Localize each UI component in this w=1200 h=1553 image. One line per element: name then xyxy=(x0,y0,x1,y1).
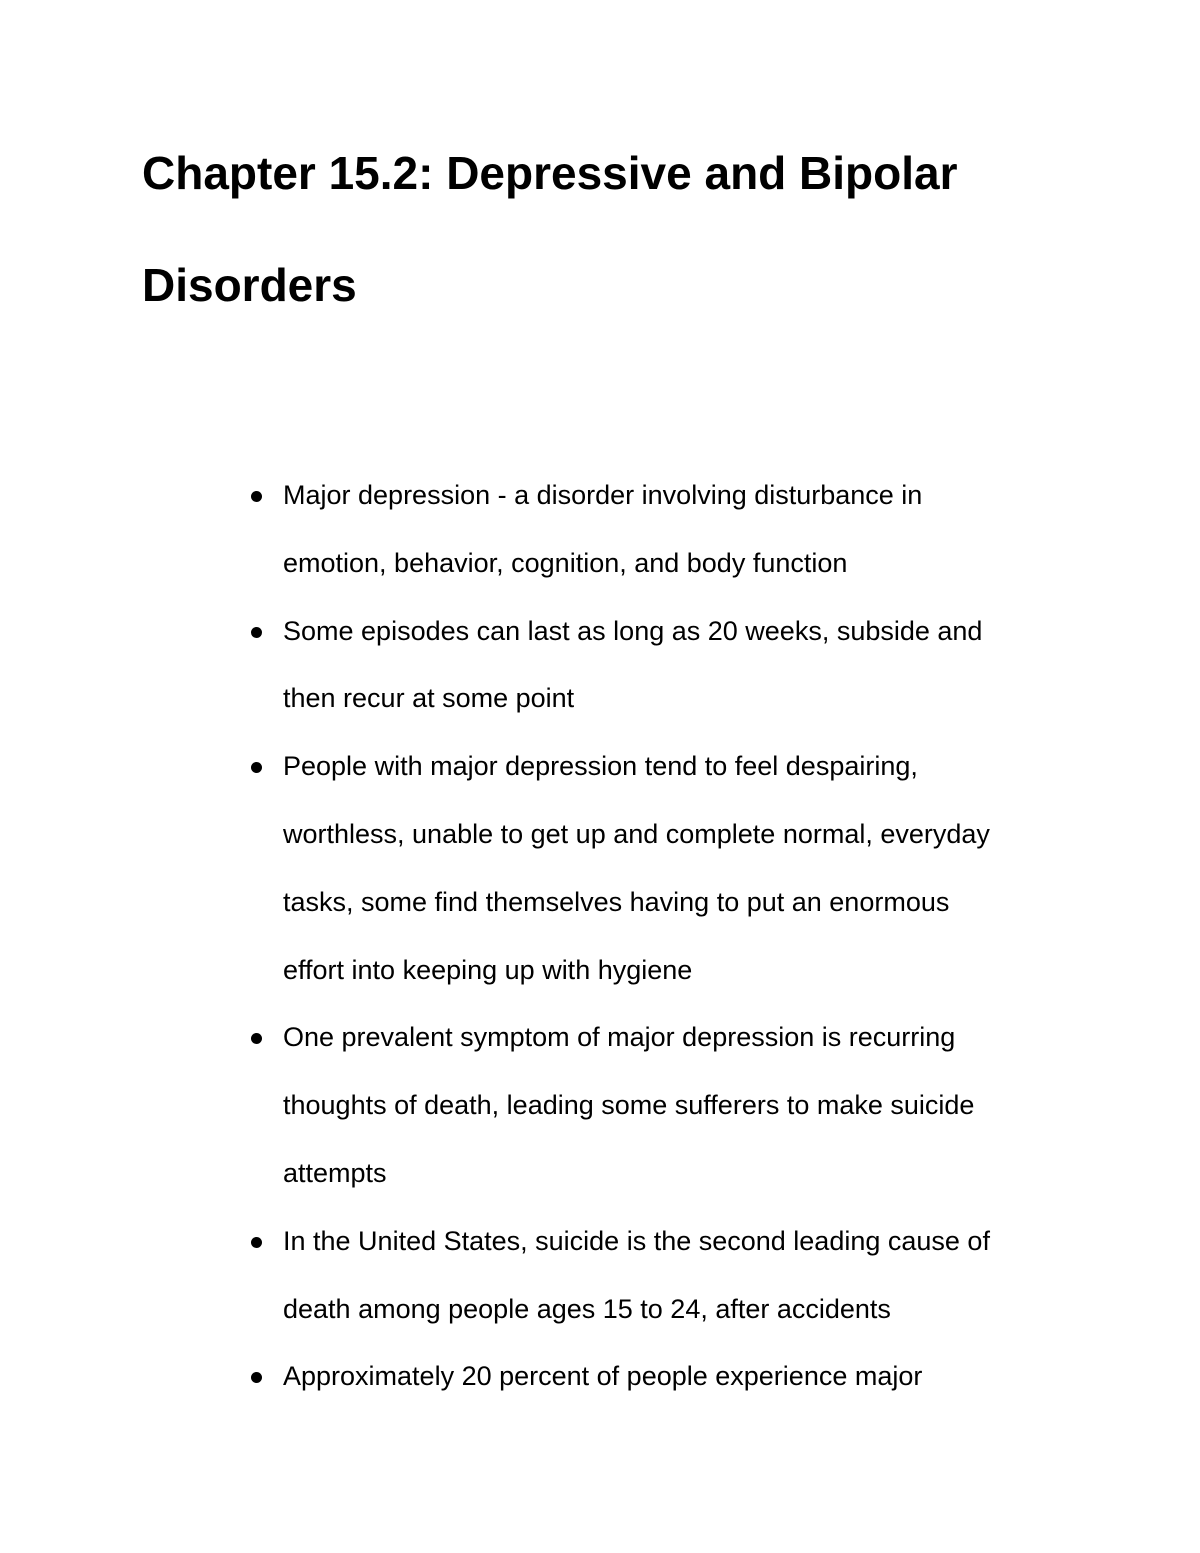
bullet-dot-icon xyxy=(251,627,262,638)
page-title-line: Disorders xyxy=(142,259,357,311)
page-title xyxy=(142,139,1102,363)
list-item-text: tasks, some find themselves having to put an enormous xyxy=(283,886,950,917)
list-item-text: Approximately 20 percent of people experience major xyxy=(283,1361,923,1392)
bullet-dot-icon xyxy=(251,491,262,502)
list-item-text: People with major depression tend to feel despairing, xyxy=(283,751,918,782)
bullet-dot-icon xyxy=(251,1033,262,1044)
list-item-text: Some episodes can last as long as 20 weeks, subside and xyxy=(283,615,983,646)
bullet-dot-icon xyxy=(251,1372,262,1383)
list-item-text: death among people ages 15 to 24, after accidents xyxy=(283,1293,891,1324)
list-item-text: attempts xyxy=(283,1158,387,1188)
page-title-line: Chapter 15.2: Depressive and Bipolar xyxy=(142,147,958,199)
list-item-text: thoughts of death, leading some sufferers to make suicide xyxy=(283,1090,975,1121)
list-item-text: In the United States, suicide is the second leading cause of xyxy=(283,1225,990,1256)
list-item-text: One prevalent symptom of major depression is recurring xyxy=(283,1022,956,1053)
list-item-text: Major depression - a disorder involving disturbance in xyxy=(283,480,923,510)
list-item-text: then recur at some point xyxy=(283,683,575,714)
bullet-dot-icon xyxy=(251,1237,262,1248)
list-item-text: effort into keeping up with hygiene xyxy=(283,954,693,985)
list-item-text: worthless, unable to get up and complete normal, everyday xyxy=(283,819,990,849)
list-item-text: emotion, behavior, cognition, and body function xyxy=(283,547,848,578)
bullet-dot-icon xyxy=(251,762,262,773)
